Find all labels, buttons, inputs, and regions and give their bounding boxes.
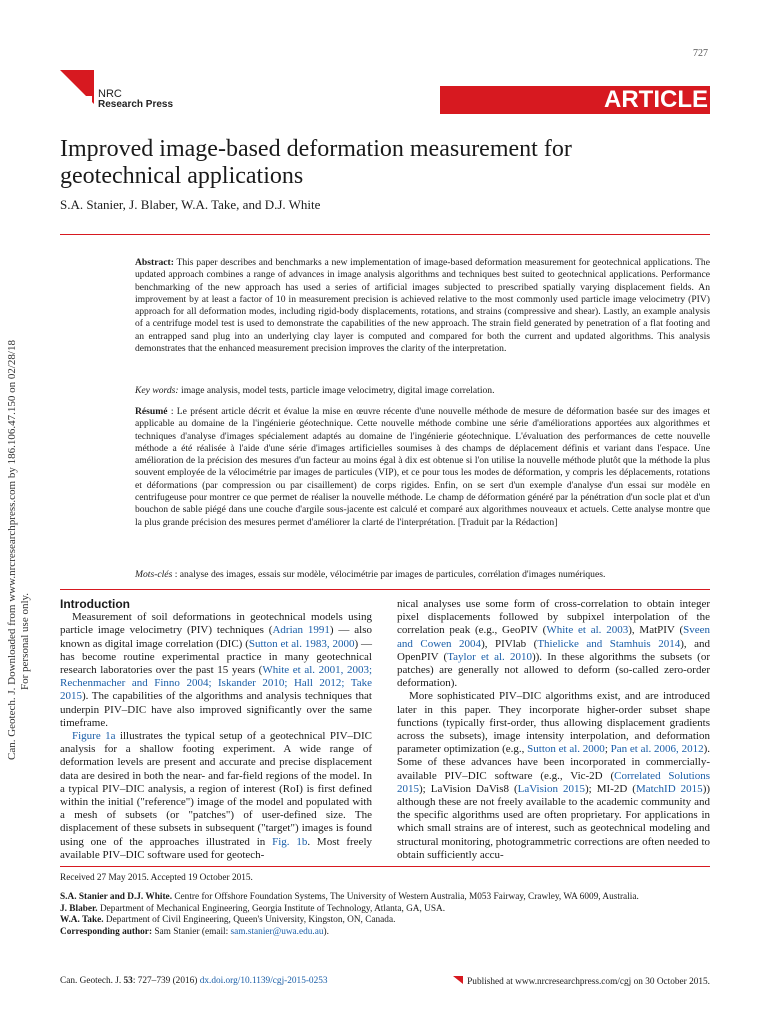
reference-link[interactable]: Correlated Solutions 2015	[397, 769, 710, 795]
text-run: ), PIVlab (	[481, 637, 538, 650]
keywords	[135, 385, 710, 397]
published-notice	[453, 976, 710, 987]
intro-paragraph-1	[60, 611, 372, 730]
affiliation-text: Centre for Offshore Foundation Systems, The University of Western Australia, M053 Fairway, Crawley, WA 6009, Australia.	[172, 892, 639, 903]
reference-link[interactable]: Pan et al. 2006, 2012	[610, 743, 704, 756]
intro-paragraph-2	[60, 730, 372, 862]
corresponding-author	[60, 927, 710, 938]
affiliation-names: S.A. Stanier and D.J. White.	[60, 892, 173, 903]
article-banner	[440, 86, 710, 114]
text-run: ). Some of these advances have been incorporated in commercially-available PIV–DIC software (e.g., Vic-2D (	[397, 743, 710, 782]
text-run: Measurement of soil deformations in geotechnical models using particle image velocimetry (PIV) techniques (	[60, 611, 372, 637]
abstract	[135, 257, 710, 355]
logo-nrc-text: NRC	[98, 88, 122, 100]
introduction-heading: Introduction	[60, 597, 130, 611]
paper-title: Improved image-based deformation measurement for geotechnical applications	[60, 136, 572, 189]
mots-cles-label: Mots-clés	[135, 569, 173, 580]
affiliation-3	[60, 915, 710, 926]
text-run: )). In these algorithms the subsets (or patches) are generally not allowed to deform (so-called zero-order deformation).	[397, 650, 711, 690]
text-run: )) although these are not freely available to the academic community and the specific algorithms used are often proprietary. For applications in which small strains are of interest, such as geotechnical modeling and structural monitoring, photogrammetric corrections are often needed to obtain sufficiently accu-	[397, 782, 711, 861]
text-run: ); MI-2D (	[584, 782, 636, 795]
intro-paragraph-3	[397, 598, 710, 690]
body-column-right	[397, 598, 710, 862]
page-number: 727	[693, 48, 708, 59]
reference-link[interactable]: Sutton et al. 2000	[527, 743, 605, 756]
corresponding-end: ).	[323, 926, 329, 937]
affiliation-1	[60, 892, 710, 903]
affiliation-text: Department of Civil Engineering, Queen's University, Kingston, ON, Canada.	[103, 915, 396, 926]
text-run: More sophisticated PIV–DIC algorithms exist, and are introduced later in this paper. They incorporate higher-order subset shape functions (typically first-order, thus allowing displacement gradients across the subsets), image intensity interpolation, and deformation parameter optimization (e.g.,	[397, 690, 710, 756]
reference-link[interactable]: White et al. 2003	[546, 624, 629, 637]
download-notice	[6, 220, 32, 760]
text-run: ); LaVision DaVis8 (	[419, 782, 518, 795]
reference-link[interactable]: LaVision 2015	[517, 782, 585, 795]
published-text: Published at www.nrcresearchpress.com/cgj on 30 October 2015.	[467, 977, 710, 987]
mots-cles	[135, 569, 710, 581]
reference-link[interactable]: Sveen and Cowen 2004	[397, 624, 710, 650]
journal-citation	[60, 976, 328, 986]
authors: S.A. Stanier, J. Blaber, W.A. Take, and D.J. White	[60, 197, 321, 212]
resume	[135, 406, 710, 529]
reference-link[interactable]: Taylor et al. 2010	[447, 650, 532, 663]
email-link[interactable]: sam.stanier@uwa.edu.au	[230, 926, 324, 937]
reference-link[interactable]: Thielicke and Stamhuis 2014	[537, 637, 681, 650]
nrc-mark-icon	[453, 976, 463, 984]
divider-bottom	[60, 866, 710, 867]
keywords-label: Key words:	[135, 385, 179, 396]
affiliation-text: Department of Mechanical Engineering, Georgia Institute of Technology, Atlanta, GA, USA.	[97, 903, 446, 914]
citation-volume: 53	[123, 976, 133, 986]
doi-link[interactable]: dx.doi.org/10.1139/cgj-2015-0253	[199, 976, 328, 986]
affiliation-names: W.A. Take.	[60, 915, 104, 926]
article-banner-label: ARTICLE	[604, 86, 708, 113]
figure-link[interactable]: Figure 1a	[72, 730, 116, 743]
corresponding-text: Sam Stanier (email:	[152, 926, 231, 937]
download-notice-line2: For personal use only.	[19, 592, 31, 690]
figure-link[interactable]: Fig. 1b	[272, 835, 308, 848]
reference-link[interactable]: White et al. 2001, 2003; Rechenmacher and Finno 2004; Iskander 2010; Hall 2012; Take 2015	[60, 664, 373, 703]
affiliation-names: J. Blaber.	[60, 903, 98, 914]
text-run: ) — has become routine experimental practice in many geotechnical research laboratories over the past 15 years (	[60, 637, 372, 677]
divider-middle	[60, 589, 710, 590]
divider-top	[60, 234, 710, 235]
resume-text: : Le présent article décrit et évalue la mise en œuvre récente d'une nouvelle méthode de mesure de déformation basée sur des images et applicable au domaine de la l'ingénierie géotechnique. Cette nouvelle méthode combine une série d'améliorations apportées aux algorithmes et techniques d'analyse d'images spécialement adaptés au domaine de l'ingénierie géotechnique. L'évaluation des performances de cette nouvelle méthode a été réalisée à l'aide d'une série d'images artificielles soumises à des champs de déplacement définis et variant dans l'espace. Une amélioration de la précision des mesures d'un facteur au moins égal à dix est obtenue si l'on utilise la nouvelle méthode plutôt que la méthode la plus souvent employée de la vélocimétrie par images de particules (VIP), et ce pour tous les modes de déformation, y compris les déplacements, rotations et déformations (par compression ou par cisaillement) de corps rigides. Enfin, on se sert d'un exemple d'analyse d'un essai sur modèle en centrifugeuse pour montrer ce que permet de réaliser la nouvelle méthode. Le champ de déformation généré par la pénétration d'un socle plat et d'un bouchon de sable piégé dans une couche d'argile sous-jacente est calculé et comparé aux algorithmes nouveaux et actuels. Cette analyse montre que la plus grande précision des mesures permet d'améliorer la clarté de l'interprétation. [Traduit par la Rédaction]	[135, 406, 710, 528]
mots-cles-text: : analyse des images, essais sur modèle, vélocimétrie par images de particules, corrélation d'images numériques.	[172, 569, 606, 580]
abstract-label: Abstract:	[135, 257, 174, 268]
corresponding-label: Corresponding author:	[60, 926, 153, 937]
reference-link[interactable]: Adrian 1991	[272, 624, 330, 637]
keywords-text: image analysis, model tests, particle image velocimetry, digital image correlation.	[178, 385, 495, 396]
text-run: ). The capabilities of the algorithms and analysis techniques that underpin PIV–DIC have also improved significantly over the same timeframe.	[60, 690, 372, 729]
footnotes	[60, 873, 710, 938]
reference-link[interactable]: Sutton et al. 1983, 2000	[248, 637, 355, 650]
affiliation-2	[60, 904, 710, 915]
intro-paragraph-4	[397, 690, 710, 862]
text-run: ), MatPIV (	[628, 624, 684, 637]
received-dates: Received 27 May 2015. Accepted 19 October 2015.	[60, 873, 253, 883]
reference-link[interactable]: MatchID 2015	[635, 782, 703, 795]
resume-label: Résumé	[135, 406, 168, 417]
text-run: ;	[604, 743, 611, 756]
citation-pages: : 727–739 (2016)	[132, 976, 200, 986]
text-run: . Most freely available PIV–DIC software used for geotech-	[60, 835, 372, 861]
text-run: ) — also known as digital image correlation (DIC) (	[60, 624, 372, 650]
text-run: nical analyses use some form of cross-correlation to obtain integer pixel displacements followed by subpixel interpolation of the correlation peak (e.g., GeoPIV (	[397, 598, 710, 637]
logo-press-text: Research Press	[98, 99, 174, 110]
body-column-left	[60, 598, 372, 862]
download-notice-line1: Can. Geotech. J. Downloaded from www.nrcresearchpress.com by 186.106.47.150 on 02/28/18	[6, 340, 18, 760]
text-run: ), and OpenPIV (	[397, 637, 711, 663]
text-run: illustrates the typical setup of a geotechnical PIV–DIC analysis for a shallow footing experiment. A wide range of deformation levels are present and accurate and precise displacement data are desired in both the near- and far-field regions of the model. In a typical PIV–DIC analysis, a region of interest (RoI) is first defined within the initial ("reference") image of the model and populated with a mesh of subsets (or "patches") of user-defined size. The displacement of these subsets in subsequent ("target") images is found using one of the approaches illustrated in	[60, 730, 373, 848]
citation-journal: Can. Geotech. J.	[60, 976, 124, 986]
abstract-text: This paper describes and benchmarks a new implementation of image-based deformation measurement for geotechnical applications. The updated approach combines a range of advances in image analysis algorithms and techniques best suited to geotechnical applications. Performance benchmarking of the new approach has used a series of artificial images subjected to prescribed spatially varying displacement fields. An improvement by at least a factor of 10 in measurement precision is achieved relative to the most commonly used particle image velocimetry (PIV) approach for all deformation modes, including rigid-body displacements, rotations, and strains (compressive and shear). Lastly, an example analysis of a centrifuge model test is used to demonstrate the capabilities of the new approach. The strain field generated by penetration of a flat footing and an entrapped sand plug into an underlying clay layer is computed and compared for both the current and updated algorithms. This analysis demonstrates that the enhanced measurement precision improves the clarity of the interpretation.	[135, 257, 710, 355]
